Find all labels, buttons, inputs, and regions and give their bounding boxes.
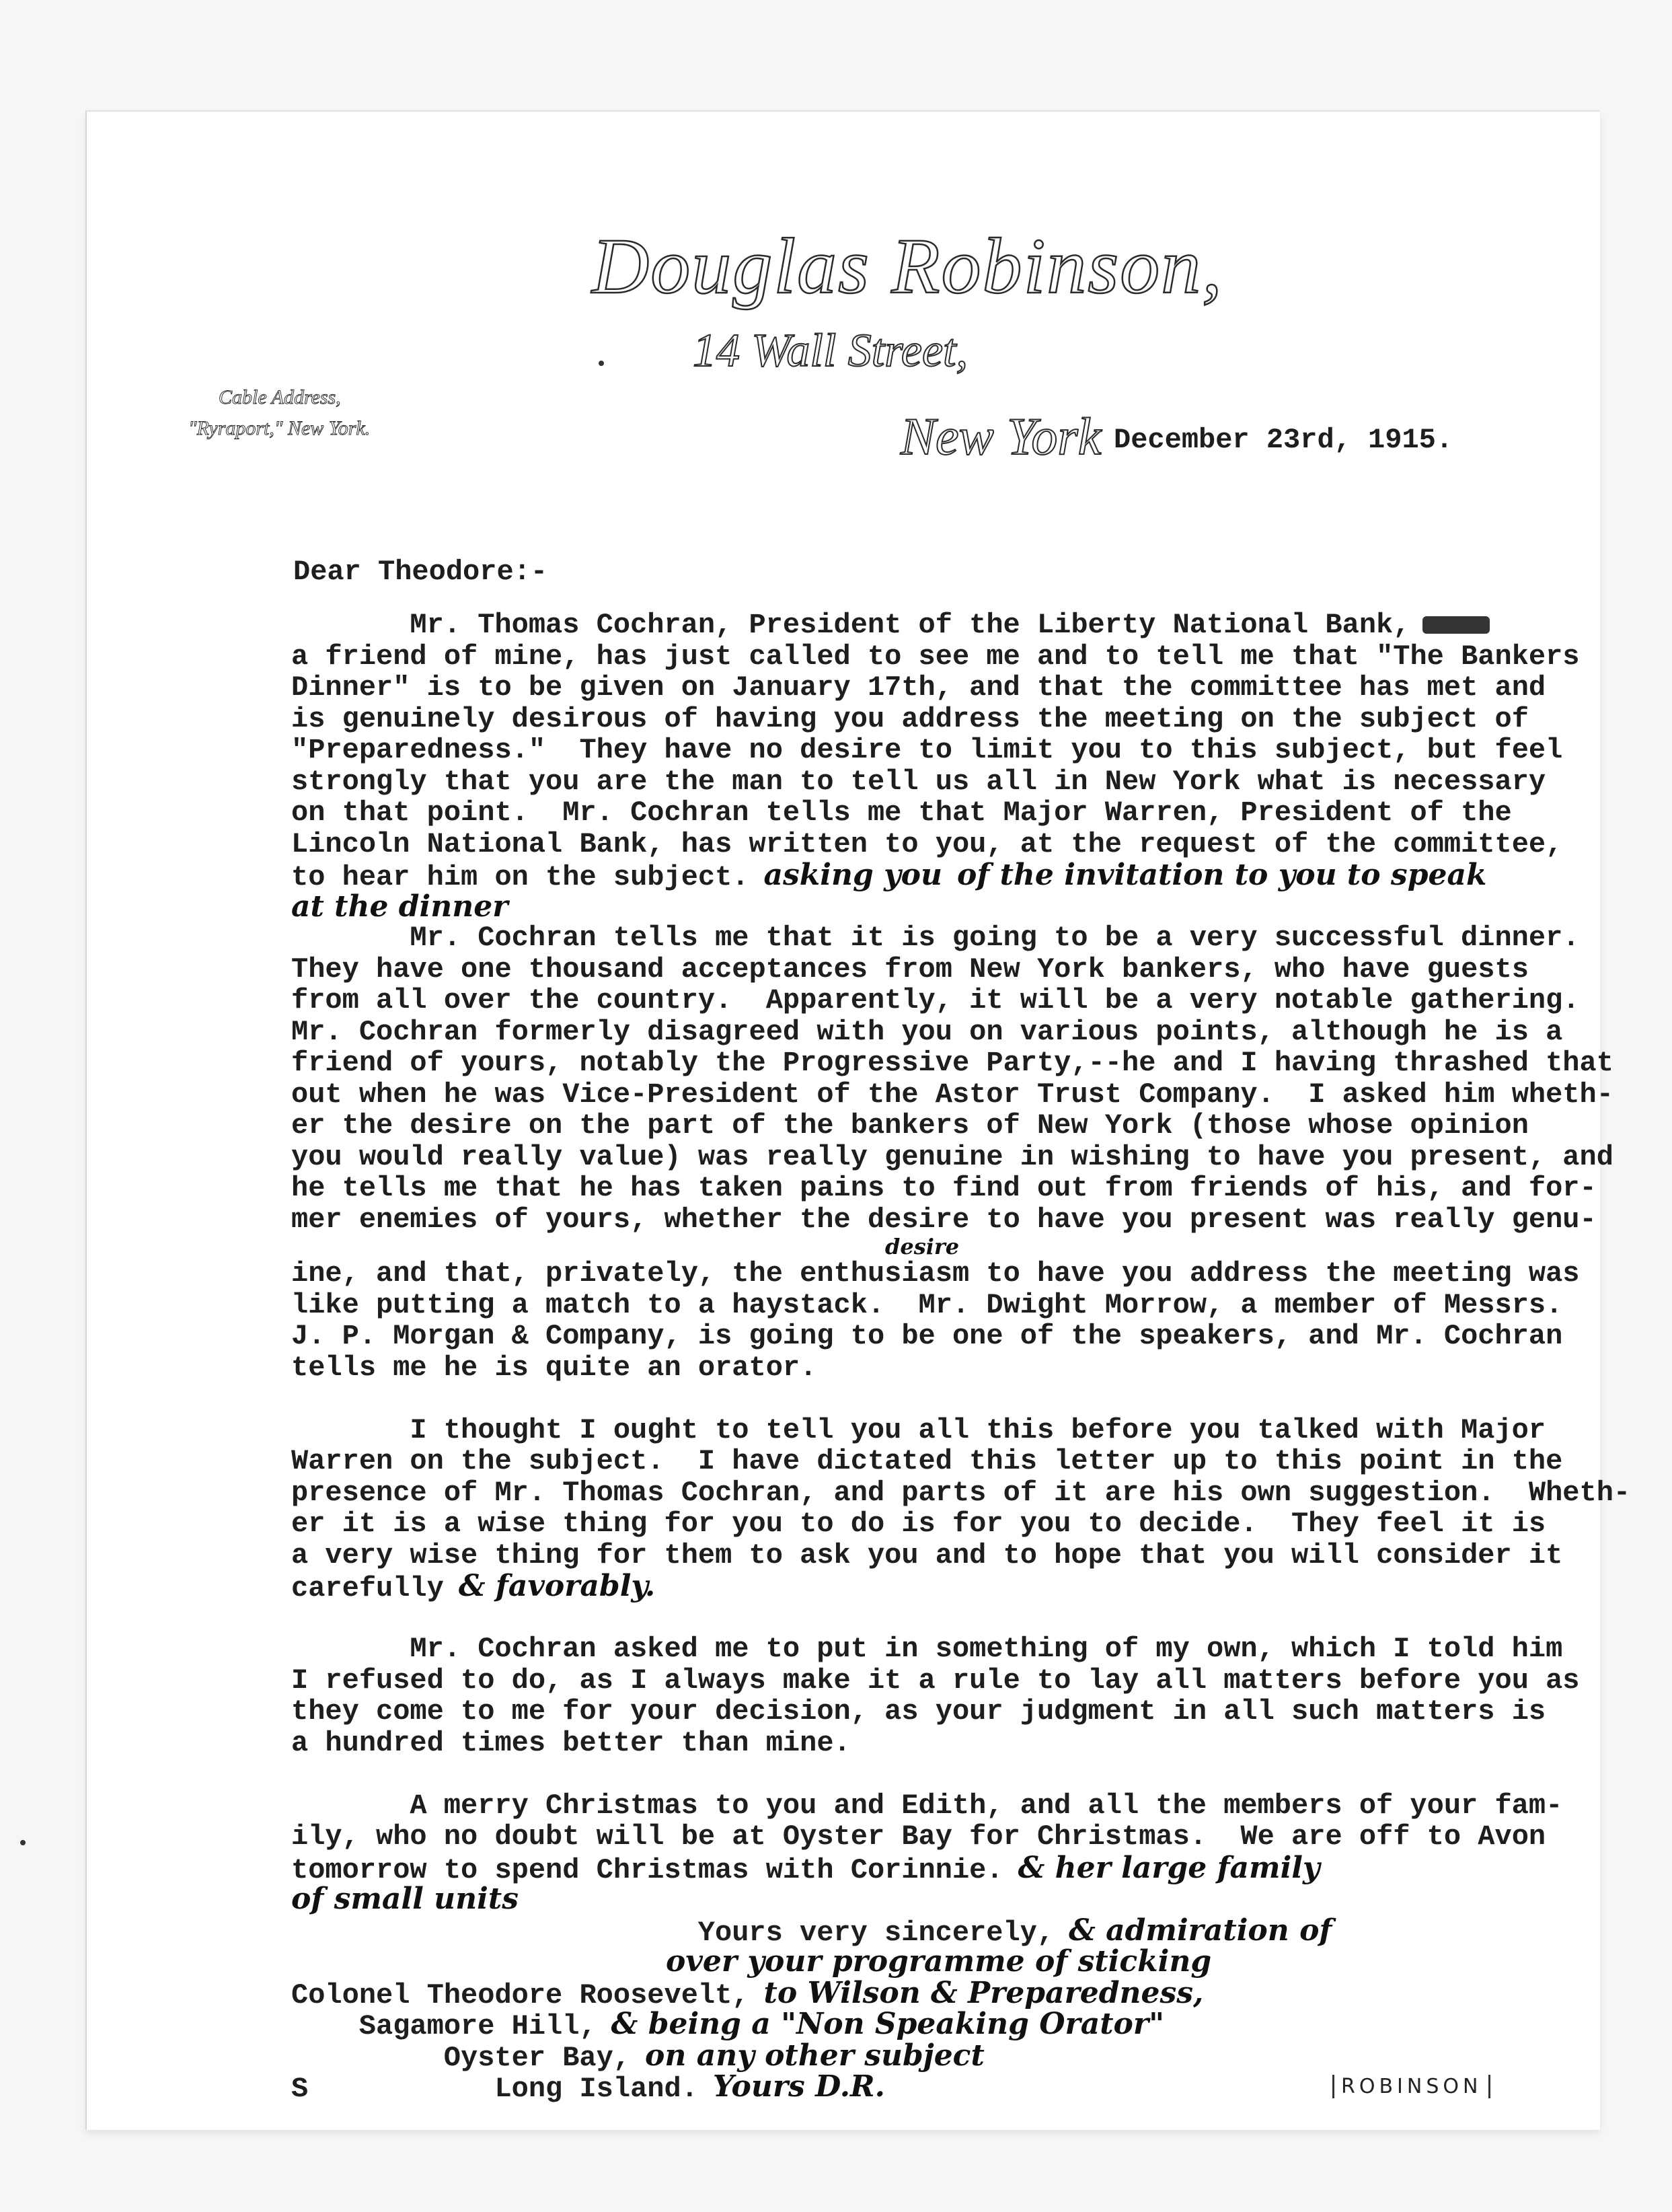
body-line bbox=[291, 1290, 1630, 1321]
ink-dot bbox=[20, 1840, 26, 1845]
body-line bbox=[291, 1915, 1630, 1947]
body-line bbox=[291, 1569, 1630, 1605]
body-line bbox=[291, 1790, 1630, 1822]
body-line-text: you would really value) was really genuine in wishing to have you present, and bbox=[291, 1140, 1613, 1173]
body-line bbox=[291, 1821, 1630, 1853]
body-line-text: ine, and that, privately, the enthusiasm to have you address the meeting was bbox=[291, 1257, 1580, 1290]
salutation: Dear Theodore:- bbox=[293, 556, 548, 588]
handwritten-admiration: & admiration of bbox=[1069, 1913, 1332, 1948]
blank-line bbox=[291, 891, 1630, 923]
body-line-text: J. P. Morgan & Company, is going to be one of the speakers, and Mr. Cochran bbox=[291, 1320, 1563, 1352]
body-line-text: Yours very sincerely, bbox=[697, 1916, 1055, 1949]
letter-date: December 23rd, 1915. bbox=[1114, 424, 1453, 456]
body-line bbox=[291, 1665, 1630, 1697]
letterhead-address: 14 Wall Street, bbox=[693, 325, 968, 377]
body-line bbox=[291, 1142, 1630, 1173]
body-line-text: Warren on the subject. I have dictated this letter up to this point in the bbox=[291, 1445, 1563, 1477]
body-line bbox=[291, 1477, 1630, 1509]
handwritten-at-the-dinner: at the dinner bbox=[291, 889, 508, 924]
body-line bbox=[291, 1204, 1630, 1236]
body-line-text: presence of Mr. Thomas Cochran, and parts of it are his own suggestion. Wheth- bbox=[291, 1476, 1631, 1509]
body-line-text: er it is a wise thing for you to do is for you to decide. They feel it is bbox=[291, 1508, 1546, 1540]
body-line bbox=[291, 766, 1630, 798]
handwritten-signature: Yours D.R. bbox=[712, 2069, 885, 2104]
body-line-text: I refused to do, as I always make it a rule to lay all matters before you as bbox=[291, 1664, 1580, 1697]
letterhead-city: New York bbox=[901, 407, 1102, 466]
body-line bbox=[291, 1352, 1630, 1384]
blank-line bbox=[291, 1383, 1630, 1415]
body-line bbox=[291, 1975, 1630, 2012]
body-line-text: Oyster Bay, bbox=[443, 2041, 631, 2074]
body-line-text: is genuinely desirous of having you address the meeting on the subject of bbox=[291, 702, 1529, 735]
body-line bbox=[291, 1173, 1630, 1204]
letter-body bbox=[291, 610, 1630, 2103]
handwritten-wilson: to Wilson & Preparedness, bbox=[763, 1975, 1204, 2010]
body-line-text: Mr. Cochran asked me to put in something of my own, which I told him bbox=[410, 1633, 1563, 1665]
body-line-text: Colonel Theodore Roosevelt, bbox=[291, 1979, 749, 2012]
body-line bbox=[291, 985, 1630, 1017]
archive-stamp: ROBINSON bbox=[1332, 2075, 1490, 2098]
body-line-text: they come to me for your decision, as your judgment in all such matters is bbox=[291, 1695, 1546, 1728]
body-line bbox=[291, 797, 1630, 829]
body-line bbox=[291, 1017, 1630, 1048]
body-line bbox=[291, 922, 1630, 954]
body-line bbox=[291, 829, 1630, 860]
letterhead-name: Douglas Robinson, bbox=[592, 222, 1223, 310]
body-line-text: tomorrow to spend Christmas with Corinnie. bbox=[291, 1853, 1003, 1886]
body-line bbox=[291, 1728, 1630, 1759]
body-line bbox=[291, 1079, 1630, 1111]
body-line-text: Mr. Thomas Cochran, President of the Liberty National Bank, bbox=[410, 609, 1410, 641]
body-line bbox=[291, 1047, 1630, 1079]
blank-line bbox=[291, 1759, 1630, 1790]
body-line-text: to hear him on the subject. bbox=[291, 861, 749, 893]
body-line bbox=[291, 860, 1630, 891]
body-line-text: Sagamore Hill, bbox=[358, 2010, 597, 2042]
body-line bbox=[291, 1633, 1630, 1665]
body-line-text: tells me he is quite an orator. bbox=[291, 1351, 817, 1384]
body-line-text: mer enemies of yours, whether the desire to have you present was really genu- bbox=[291, 1203, 1597, 1236]
body-line-text: A merry Christmas to you and Edith, and all the members of your fam- bbox=[410, 1789, 1563, 1822]
blank-line bbox=[291, 1884, 1630, 1915]
body-line bbox=[291, 735, 1630, 766]
body-line bbox=[291, 641, 1630, 673]
handwritten-asking-you: asking you bbox=[763, 858, 942, 892]
body-line-text: a friend of mine, has just called to see me and to tell me that "The Bankers bbox=[291, 640, 1580, 673]
body-line bbox=[291, 672, 1630, 704]
body-line-text: he tells me that he has taken pains to find out from friends of his, and for- bbox=[291, 1172, 1597, 1204]
blank-line bbox=[291, 1946, 1630, 1978]
body-line-text: ily, who no doubt will be at Oyster Bay for Christmas. We are off to Avon bbox=[291, 1820, 1546, 1853]
handwritten-small-units: of small units bbox=[291, 1882, 519, 1916]
body-line-text: Mr. Cochran tells me that it is going to be a very successful dinner. bbox=[410, 922, 1580, 954]
body-line bbox=[291, 1446, 1630, 1477]
body-line-text: on that point. Mr. Cochran tells me that Major Warren, President of the bbox=[291, 797, 1512, 829]
body-line-text: er the desire on the part of the bankers of New York (those whose opinion bbox=[291, 1109, 1529, 1142]
body-line bbox=[291, 704, 1630, 735]
body-line-text: like putting a match to a haystack. Mr. Dwight Morrow, a member of Messrs. bbox=[291, 1288, 1563, 1321]
body-line bbox=[291, 2040, 1630, 2072]
handwritten-invitation: of the invitation to you to speak bbox=[956, 858, 1487, 892]
body-line-text: Dinner" is to be given on January 17th, and that the committee has met and bbox=[291, 671, 1546, 704]
body-line bbox=[291, 1508, 1630, 1540]
body-line-text: from all over the country. Apparently, it will be a very notable gathering. bbox=[291, 984, 1580, 1017]
body-line bbox=[291, 1415, 1630, 1446]
interlinear-row bbox=[291, 1235, 1630, 1258]
body-line-text: Mr. Cochran formerly disagreed with you on various points, although he is a bbox=[291, 1015, 1563, 1048]
body-line-text: carefully bbox=[291, 1572, 444, 1605]
body-line bbox=[291, 1540, 1630, 1572]
body-line-text: out when he was Vice-President of the Astor Trust Company. I asked him wheth- bbox=[291, 1078, 1613, 1111]
body-line-text: They have one thousand acceptances from New York bankers, who have guests bbox=[291, 953, 1529, 986]
body-line-text: strongly that you are the man to tell us all in New York what is necessary bbox=[291, 765, 1546, 798]
handwritten-non-speaking: & being a "Non Speaking Orator" bbox=[611, 2007, 1164, 2041]
blank-line bbox=[291, 1602, 1630, 1634]
body-line bbox=[291, 1321, 1630, 1352]
body-line bbox=[291, 1110, 1630, 1142]
body-line bbox=[291, 2009, 1630, 2040]
body-line-text: Lincoln National Bank, has written to you, at the request of the committee, bbox=[291, 827, 1563, 860]
handwritten-favorably: & favorably. bbox=[458, 1569, 656, 1603]
body-line bbox=[291, 1258, 1630, 1290]
handwritten-large-family: & her large family bbox=[1018, 1850, 1320, 1885]
body-line-text: a hundred times better than mine. bbox=[291, 1726, 851, 1759]
cable-address-value: "Ryraport," New York. bbox=[188, 417, 371, 439]
body-line-text: I thought I ought to tell you all this before you talked with Major bbox=[410, 1413, 1546, 1446]
handwritten-programme: over your programme of sticking bbox=[666, 1944, 1212, 1979]
body-line bbox=[291, 1696, 1630, 1728]
ink-dot bbox=[599, 361, 604, 366]
handwritten-desire: desire bbox=[885, 1234, 960, 1259]
body-line bbox=[291, 954, 1630, 986]
handwritten-other-subject: on any other subject bbox=[645, 2038, 985, 2073]
body-line-text: friend of yours, notably the Progressive Party,--he and I having thrashed that bbox=[291, 1047, 1613, 1079]
body-line bbox=[291, 1850, 1630, 1886]
body-line-text: S Long Island. bbox=[291, 2073, 698, 2105]
body-line-text: a very wise thing for them to ask you and to hope that you will consider it bbox=[291, 1539, 1563, 1572]
ink-blot bbox=[1422, 616, 1490, 634]
cable-address-label: Cable Address, bbox=[219, 386, 341, 408]
body-line-text: "Preparedness." They have no desire to limit you to this subject, but feel bbox=[291, 734, 1563, 766]
